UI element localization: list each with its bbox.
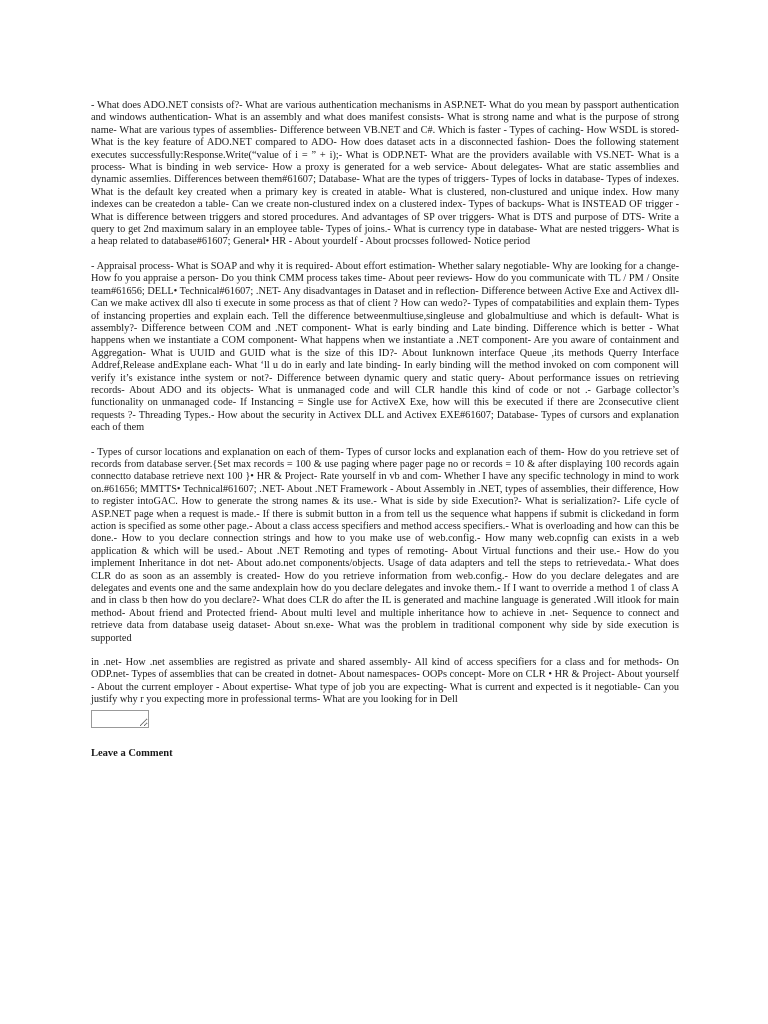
paragraph-4: in .net- How .net assemblies are registred as private and shared assembly- All kind of access specifiers for a class and for methods- On ODP.net- Types of assemblies that can be created in dotnet- About namespaces- OOPs concept- More on CLR • HR & Project- About yourself - About the current employer - About expertise- What type of job you are expecting- What is current and expected is it negotiable- Can you justify why r you expecting more in professional terms- What are you looking for in Dell	[91, 657, 679, 706]
document-body	[91, 100, 679, 759]
paragraph-1: - What does ADO.NET consists of?- What are various authentication mechanisms in ASP.NET- What do you mean by passport authentication and windows authentication- What is an assembly and what does manifest consists- What is strong name and what is the purpose of strong name- What are various types of assemblies- Difference between VB.NET and C#. Which is faster - Types of caching- How WSDL is stored- What is the key feature of ADO.NET compared to ADO- How does dataset acts in a disconnected fashion- Does the following statement executes successfully:Response.Write(“value of i = ” + i);- What is ODP.NET- What are the providers available with VS.NET- What is a process- What is binding in web service- How a proxy is generated for a web service- About delegates- What are static assemblies and dynamic assemlies. Differences between them#61607; Database- What are the types of triggers- Types of locks in database- Types of indexes. What is the default key created when a primary key is created in atable- What is clustered, non-clustured and unique index. How many indexes can be createdon a table- Can we create non-clustured index on a clustered index- Types of backups- What is INSTEAD OF trigger - What is difference between triggers and stored procedures. And advantages of SP over triggers- What is DTS and purpose of DTS- Write a query to get 2nd maximum salary in an employee table- Types of joins.- What is currency type in database- What are nested triggers- What is a heap related to database#61607; General• HR - About yourdelf - About procsses followed- Notice period	[91, 100, 679, 248]
paragraph-3: - Types of cursor locations and explanation on each of them- Types of cursor locks and explanation each of them- How do you retrieve set of records from database server.{Set max records = 100 & use paging where pager page no or records = 10 & after displaying 100 records again connectto database retrieve next 100 }• HR & Project- Rate yourself in vb and com- Whether I have any specific technology in mind to work on.#61656; MMTTS• Technical#61607; .NET- About .NET Framework - About Assembly in .NET, types of assemblies, their difference, How to register intoGAC. How to generate the strong names & its use.- What is side by side Execution?- What is serialization?- Life cycle of ASP.NET page when a request is made.- If there is submit button in a from tell us the sequence what happens if submit is clickedand in form action is specified as some other page.- About a class access specifiers and method access specifiers.- What is overloading and how can this be done.- How to you declare connection strings and how to you make use of web.config.- How many web.copnfig can exists in a web application & which will be used.- About .NET Remoting and types of remoting- About Virtual functions and their use.- How do you implement Inheritance in dot net- About ado.net components/objects. Usage of data adapters and tell the steps to retrievedata.- What does CLR do as soon as an assembly is created- How do you retrieve information from web.config.- How do you declare delegates and are delegates and events one and the same andexplain how do you declare delegates and invoke them.- If I want to override a method 1 of class A and in class b then how do you declare?- What does CLR do after the IL is generated and machine language is generated .Will itlook for main method- About friend and Protected friend- About multi level and multiple inheritance how to achieve in .net- Sequence to connect and retrieve data from database useig dataset- About sn.exe- What was the problem in traditional component why side by side execution is supported	[91, 446, 679, 644]
paragraph-2: - Appraisal process- What is SOAP and why it is required- About effort estimation- Whether salary negotiable- Why are looking for a change- How fo you appraise a person- Do you think CMM process takes time- About peer reviews- How do you communicate with TL / PM / Onsite team#61656; DELL• Technical#61607; .NET- Any disadvantages in Dataset and in reflection- Difference between Active Exe and Activex dll- Can we make activex dll also ti execute in some process as that of client ? How can wedo?- Types of compatabilities and explain them- Types of instancing properties and explain each. Tell the difference betweenmultiuse,singleuse and globalmultiuse and which is default- What is assembly?- Difference between COM and .NET component- What is early binding and Late binding. Difference which is better - What happens when we instantiate a COM component- What happens when we instantiate a .NET component- Are you aware of containment and Aggregation- What is UUID and GUID what is the size of this ID?- About Iunknown interface Queue ,its methods Querry Interface Addref,Release andExplane each- What ‘ll u do in early and late binding- In early binding will the method invoked on com component will verify it’s existance inthe system or not?- Difference between dynamic query and static query- About performance issues on retrieving records- About ADO and its objects- What is unmanaged code and will CLR handle this kind of code or not .- Garbage collector’s functionality on unmanaged code- If Instancing = Single use for ActiveX Exe, how will this be executed if there are 2consecutive client requests ?- Threading Types.- How about the security in Activex DLL and Activex EXE#61607; Database- Types of cursors and explanation each of them	[91, 260, 679, 434]
comment-input[interactable]	[91, 710, 149, 728]
leave-comment-heading: Leave a Comment	[91, 747, 173, 759]
